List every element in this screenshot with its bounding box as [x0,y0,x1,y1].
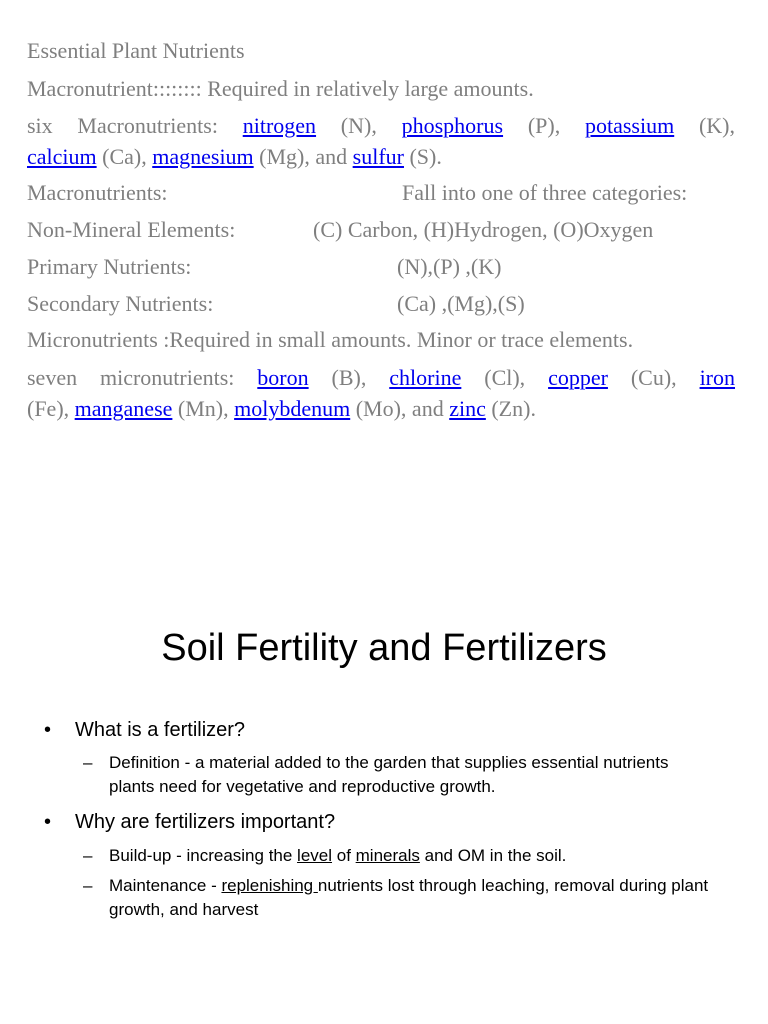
link-manganese[interactable]: manganese [74,396,173,421]
link-boron[interactable]: boron [257,365,309,390]
link-molybdenum[interactable]: molybdenum [234,396,351,421]
dash-glyph: – [83,876,93,895]
macronutrient-list: six Macronutrients: nitrogen (N), phosphorus (P), potassium (K), [27,113,735,138]
micronutrient-definition: Micronutrients :Required in small amounts. Minor or trace elements. [27,327,634,352]
bullet-item: • Why are fertilizers important? [44,811,336,833]
bullet-glyph: • [44,719,52,741]
macronutrient-definition: Macronutrient:::::::: Required in relatively large amounts. [27,76,534,101]
sub-bullet-item: – Maintenance - replenishing nutrients lost through leaching, removal during plant growth, and harvest [83,876,709,919]
link-magnesium[interactable]: magnesium [152,144,254,169]
sub-bullet-item: – Definition - a material added to the garden that supplies essential nutrients plants need for vegetative and reproductive growth. [83,753,669,796]
row-label: Primary Nutrients: [27,254,192,279]
row-label: Non-Mineral Elements: [27,217,236,242]
underlined-replenishing: replenishing [221,876,318,895]
link-nitrogen[interactable]: nitrogen [242,113,317,138]
dash-glyph: – [83,846,93,865]
link-sulfur[interactable]: sulfur [352,144,404,169]
micronutrient-list: seven micronutrients: boron (B), chlorine (Cl), copper (Cu), iron [27,365,736,390]
slide-title: Soil Fertility and Fertilizers [161,627,607,669]
link-phosphorus[interactable]: phosphorus [401,113,504,138]
row-value: (N),(P) ,(K) [397,254,502,279]
bullet-item: • What is a fertilizer? [44,719,246,741]
macronutrient-list-cont: calcium (Ca), magnesium (Mg), and sulfur (S). [27,144,442,169]
link-potassium[interactable]: potassium [584,113,675,138]
link-iron[interactable]: iron [699,365,736,390]
sub-bullet-item: – Build-up - increasing the level of minerals and OM in the soil. [83,844,713,868]
bullet-glyph: • [44,811,52,833]
link-zinc[interactable]: zinc [449,396,486,421]
link-chlorine[interactable]: chlorine [389,365,462,390]
link-calcium[interactable]: calcium [27,144,97,169]
slide-heading: Essential Plant Nutrients [27,38,245,63]
underlined-minerals: minerals [355,846,420,865]
link-copper[interactable]: copper [548,365,608,390]
dash-glyph: – [83,753,93,772]
categories-label: Macronutrients: [27,180,168,205]
row-label: Secondary Nutrients: [27,291,214,316]
underlined-level: level [297,846,333,865]
slide-soil-fertility [0,512,768,1024]
row-value: (Ca) ,(Mg),(S) [397,291,525,316]
categories-text: Fall into one of three categories: [402,180,688,205]
micronutrient-list-cont: (Fe), manganese (Mn), molybdenum (Mo), and zinc (Zn). [27,396,536,421]
row-value: (C) Carbon, (H)Hydrogen, (O)Oxygen [313,217,654,242]
